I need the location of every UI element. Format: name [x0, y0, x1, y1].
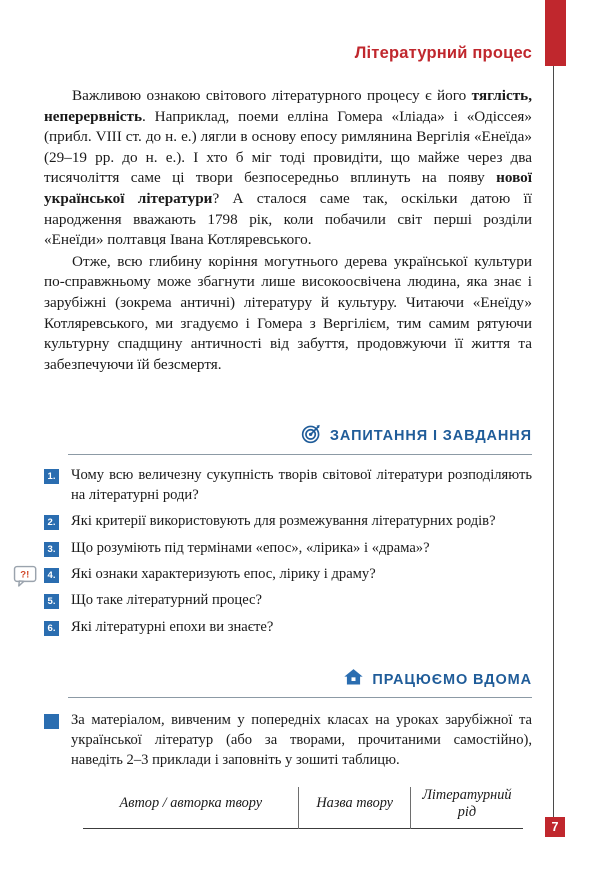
table-header-row — [83, 785, 523, 829]
paragraph-1 — [44, 86, 532, 251]
question-number-badge: 1. — [44, 469, 59, 484]
question-item — [44, 539, 532, 558]
body-run: Важливою ознакою світового літературного процесу є його — [72, 87, 472, 104]
task-bullet-badge — [44, 714, 59, 729]
body-run: ? А сталося саме так, оскільки датою її народження вважають 1798 рік, коли побачили світ перші розділи «Енеїди» полтавця Івана Котляревського. — [44, 189, 532, 249]
question-text: Чому всю величезну сукупність творів світової літератури розподіляють на літературні роди? — [71, 467, 532, 503]
question-text: Що розуміють під термінами «епос», «лірика» і «драма»? — [71, 539, 430, 556]
body-text — [44, 86, 532, 375]
body-run: Отже, всю глибину коріння могутнього дерева української культури по-справжньому може збагнути лише високоосвічена людина, яка знає і зарубіжні (зокрема античні) літературу й культуру. Читаючи «Енеїду» Котляревського, ми згадуємо і Гомера з Вергілієм, тим самим рятуючи культурну спадщину античності від забуття, продовжуючи її життя та забезпечуючи їй безсмертя. — [44, 252, 532, 373]
edge-vertical-rule — [553, 66, 554, 836]
edge-accent-tab — [545, 0, 566, 66]
questions-list — [20, 466, 532, 637]
question-text: Які ознаки характеризують епос, лірику і драму? — [71, 565, 376, 582]
homework-table — [83, 785, 523, 829]
svg-text:?!: ?! — [20, 569, 30, 581]
question-number-badge: 4. — [44, 568, 59, 583]
question-item — [44, 618, 532, 637]
questions-section — [20, 423, 532, 637]
question-item — [44, 512, 532, 531]
homework-section-title: ПРАЦЮЄМО ВДОМА — [372, 671, 532, 688]
homework-task-row — [44, 711, 532, 771]
homework-section-header — [44, 667, 532, 692]
table-column-header: Назва твору — [299, 785, 411, 829]
emphasis-text: нової української літератури — [44, 169, 532, 207]
table-column-header: Літературний рід — [411, 785, 523, 829]
question-item — [20, 565, 532, 584]
questions-section-title: ЗАПИТАННЯ І ЗАВДАННЯ — [329, 428, 532, 445]
homework-section — [44, 667, 532, 829]
question-text: Які літературні епохи ви знаєте? — [71, 618, 274, 635]
table-divider-2 — [410, 787, 411, 829]
question-item — [44, 591, 532, 610]
question-number-badge: 5. — [44, 594, 59, 609]
question-text: Що таке літературний процес? — [71, 592, 263, 609]
emphasis-text: тяглість, неперервність — [44, 87, 532, 125]
question-text: Які критерії використовують для розмежування літературних родів? — [71, 513, 496, 530]
question-number-badge: 6. — [44, 621, 59, 636]
house-icon — [343, 667, 364, 692]
homework-task-text: За матеріалом, вивченим у попередніх класах на уроках зарубіжної та української літератур (або за творами, прочитаними самостійно), наведіть 2–3 приклади і заповніть у зошиті таблицю. — [71, 712, 532, 768]
homework-table-wrap — [83, 785, 523, 829]
page-content — [20, 86, 532, 829]
question-number-badge: 2. — [44, 515, 59, 530]
table-divider-1 — [298, 787, 299, 829]
target-icon — [301, 423, 322, 449]
page-number-badge: 7 — [545, 817, 565, 837]
question-number-badge: 3. — [44, 542, 59, 557]
discussion-bubble-icon — [13, 564, 38, 588]
table-column-header: Автор / авторка твору — [83, 785, 299, 829]
homework-section-rule — [68, 697, 532, 698]
questions-section-header — [44, 423, 532, 449]
body-run: . Наприклад, поеми елліна Гомера «Іліада» і «Одіссея» (прибл. VIII ст. до н. е.) лягли в основу епосу римлянина Вергілія «Енеїда» (29–19 рр. до н. е.). І хто б міг тоді провидіти, що майже через два тисячоліття саме ці твори безпосередньо вплинуть на появу — [44, 107, 532, 187]
paragraph-2 — [44, 252, 532, 376]
questions-section-rule — [68, 454, 532, 455]
running-head-title: Літературний процес — [354, 44, 532, 62]
question-item — [44, 466, 532, 505]
